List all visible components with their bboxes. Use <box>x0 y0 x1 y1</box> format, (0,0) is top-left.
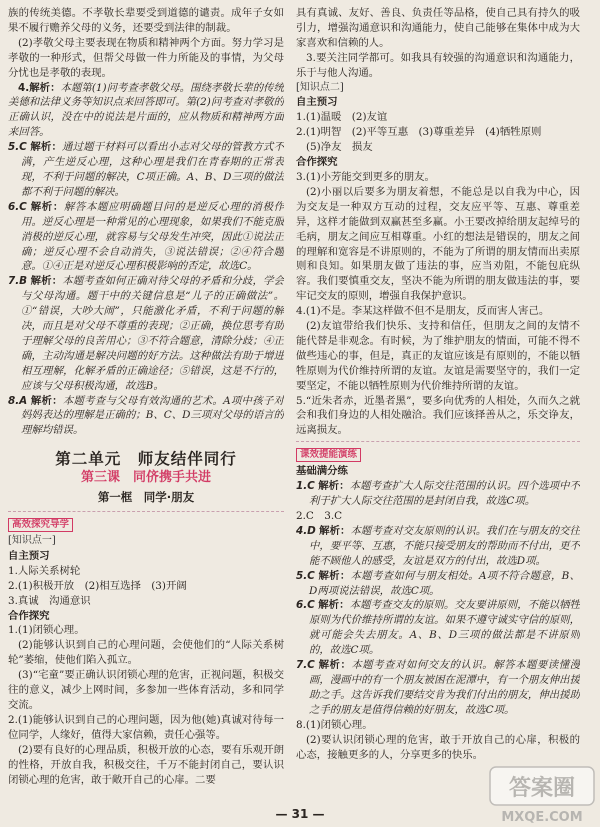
answer-line: 3.(1)小芳能交到更多的朋友。 <box>296 170 435 183</box>
answer-8: 8.A 解析：本题考查与父母有效沟通的艺术。A项中孩子对妈妈表达的理解是正确的；B、C、D三项对父母的语言的理解均错误。 <box>8 394 284 437</box>
answer-5: 5.C 解析：通过题干材料可以看出小志对父母的管教方式不满，产生逆反心理，这种心理是我们在青春期的正常表现，不利于问题的解决，C项正确。A、B、D三项的做法都不利于问题的解决。 <box>8 141 284 198</box>
answer-line: (2)小丽以后要多为朋友着想，不能总是以自我为中心，因为交友是一种双方互动的过程，交友应平等、互惠、尊重差异，这样才能做到双赢甚至多赢。小王要改掉给朋友起绰号的毛病，朋友之间应互相尊重。小红的想法是错误的，朋友之间的理解和宽容是不讲原则的，不能为了所谓的朋友情而出卖原则和良知。如果朋友做了违法的事，应当劝阻，不能包庇纵容。我们要慎重交友，坚决不能为所谓的朋友做违法的事，要牢记交友的原则，增强自我保护意识。 <box>296 185 580 303</box>
subheading: 合作探究 <box>296 156 338 169</box>
paragraph: (2)孝敬父母主要表现在物质和精神两个方面。努力学习是孝敬的一种形式，但帮父母做一件力所能及的事情，为父母分忧也是孝敬的表现。 <box>8 36 284 79</box>
answer-line: 2.C 3.C <box>296 510 343 522</box>
paragraph: 具有真诚、友好、善良、负责任等品格，使自己具有持久的吸引力，增强沟通意识和沟通能力，使自己能够在集体中成为大家喜欢和信赖的人。 <box>296 7 580 49</box>
watermark-text: 答案圈 <box>508 776 576 801</box>
unit-title: 第二单元 师友结伴同行 <box>55 450 237 469</box>
answer-line: 1.(1)闭锁心理。 <box>8 624 85 637</box>
divider <box>8 511 284 512</box>
frame-title: 第一框 同学·朋友 <box>97 490 195 505</box>
answer-line: (2)友谊带给我们快乐、支持和信任，但朋友之间的友情不能代替是非观念。有时候，为了维护朋友的情面，可能不得不做些违心的事，但是，真正的友谊应该是有原则的，不能以牺牲原则为代价维持所谓的友谊。友谊是需要坚守的，我们一定要坚定，不能以牺牲原则为代价维持所谓的友谊。 <box>296 320 580 392</box>
subheading: 自主预习 <box>8 549 50 562</box>
right-column <box>296 6 580 803</box>
answer-b7: 7.C 解析：本题考查对如何交友的认识。解答本题要读懂漫画，漫画中的有一个朋友被困在泥潭中，有一个朋友伸出援助之手。这告诉我们要结交肯为我们付出的朋友，伸出援助之手的朋友是值得信赖的好朋友，故选C项。 <box>296 659 580 716</box>
knowledge-point-heading: [知识点二] <box>296 81 344 93</box>
answer-line: 1.人际关系树轮 <box>8 564 81 577</box>
answer-b1: 1.C 解析：本题考查扩大人际交往范围的认识。四个选项中不利于扩大人际交往范围的是封闭自我，故选C项。 <box>296 480 580 508</box>
answer-line: 4.(1)不是。李某这样做不但不是朋友，反而害人害己。 <box>296 305 550 318</box>
answer-line: 8.(1)闭锁心理。 <box>296 718 373 731</box>
answer-6: 6.C 解析：解答本题应明确题目问的是逆反心理的消极作用。逆反心理是一种常见的心理现象，如果我们不能克服消极的逆反心理，就容易与父母发生冲突，因此①说法正确；逆反心理不会自动消失，③说法错误；②④符合题意。①④正是对逆反心理积极影响的否定，故选C。 <box>8 200 284 273</box>
paragraph: 3.要关注同学都可。如我具有较强的沟通意识和沟通能力，乐于与他人沟通。 <box>296 51 580 79</box>
answer-line: 1.(1)温暖 (2)友谊 <box>296 111 388 124</box>
lesson-title: 第三课 同侪携手共进 <box>80 470 211 486</box>
subheading: 合作探究 <box>8 609 50 622</box>
page-number: — 31 — <box>275 807 325 821</box>
divider <box>296 441 580 442</box>
answer-line: 2.(1)明智 (2)平等互惠 (3)尊重差异 (4)牺牲原则 <box>296 126 542 139</box>
answer-line: 2.(1)能够认识到自己的心理问题，因为他(她)真诚对待每一位同学，人缘好，值得大家信赖，责任心强等。 <box>8 713 284 741</box>
subheading: 基础满分练 <box>296 465 348 478</box>
watermark-logo <box>488 765 596 825</box>
section-tag: 高效探究导学 <box>8 518 73 532</box>
left-column <box>8 6 284 803</box>
subheading: 自主预习 <box>296 96 338 109</box>
answer-line: (2)要有良好的心理品质，积极开放的心态，要有乐观开朗的性格，开放自我，积极交往，千万不能封闭自己，要认识闭锁心理的危害，敢于敞开自己的心扉。二要 <box>8 743 284 786</box>
answer-b5: 5.C 解析：本题考查如何与朋友相处。A项不符合题意，B、D两项说法错误，故选C项。 <box>296 569 580 597</box>
watermark-url: MXQE.COM <box>501 810 583 825</box>
answer-line: (2)能够认识到自己的心理问题，会使他们的“人际关系树轮”萎缩，使他们陷入孤立。 <box>8 639 284 667</box>
answer-b4: 4.D 解析：本题考查对交友原则的认识。我们在与朋友的交往中，要平等、互惠，不能只接受朋友的帮助而不付出，更不能不顾他人的感受，友谊是双方的付出，故选D项。 <box>296 524 580 567</box>
answer-4: 4.解析：本题第(1)问考查孝敬父母。围绕孝敬长辈的传统美德和法律义务等知识点来回答即可。第(2)问考查对孝敬的正确认识，没在中的说法是片面的，应从物质和精神两方面来回答。 <box>8 81 284 139</box>
answer-line: 3.真诚 沟通意识 <box>8 594 91 607</box>
answer-line: (3)“宅童”要正确认识闭锁心理的危害，正视问题，积极交往的意义，减少上网时间，多参加一些体育活动，多和同学交流。 <box>8 669 284 711</box>
answer-line: 5.“近朱者赤，近墨者黑”，要多向优秀的人相处，久而久之就会和我们身边的人相处融洽。我们应该择善从之，乐交诤友，远离损友。 <box>296 394 580 437</box>
knowledge-point-heading: [知识点一] <box>8 535 56 546</box>
answer-line: (5)净友 损友 <box>306 141 373 154</box>
paragraph: 族的传统美德。不孝敬长辈要受到道德的谴责。成年子女如果不履行赡养父母的义务，还要受到法律的制裁。 <box>8 7 284 34</box>
section-tag: 课效提能演练 <box>296 448 361 462</box>
answer-7: 7.B 解析：本题考查如何正确对待父母的矛盾和分歧，学会与父母沟通。题干中的关键信息是“儿子的正确做法”。①“错误，大吵大闹”，只能激化矛盾，不利于问题的解决，而且是对父母不尊重的表现；②正确，换位思考有助于理解父母的良苦用心；③不符合题意，清除分歧；④正确，主动沟通是解决问题的好方法。这种做法有助于增进相互理解，化解矛盾的正确途径；⑤错误，这是不行的，应该与父母积极沟通，故选B。 <box>8 275 284 392</box>
answer-line: (2)要认识闭锁心理的危害，敢于开放自己的心扉，积极的心态，接触更多的人，分享更多的快乐。 <box>296 733 580 761</box>
answer-line: 2.(1)积极开放 (2)相互选择 (3)开阔 <box>8 579 187 592</box>
answer-b6: 6.C 解析：本题考查交友的原则。交友要讲原则，不能以牺牲原则为代价维持所谓的友谊。如果不遵守诚实守信的原则，就可能会失去朋友。A、B、D三项的做法都是不讲原则的，故选C项。 <box>296 599 580 657</box>
